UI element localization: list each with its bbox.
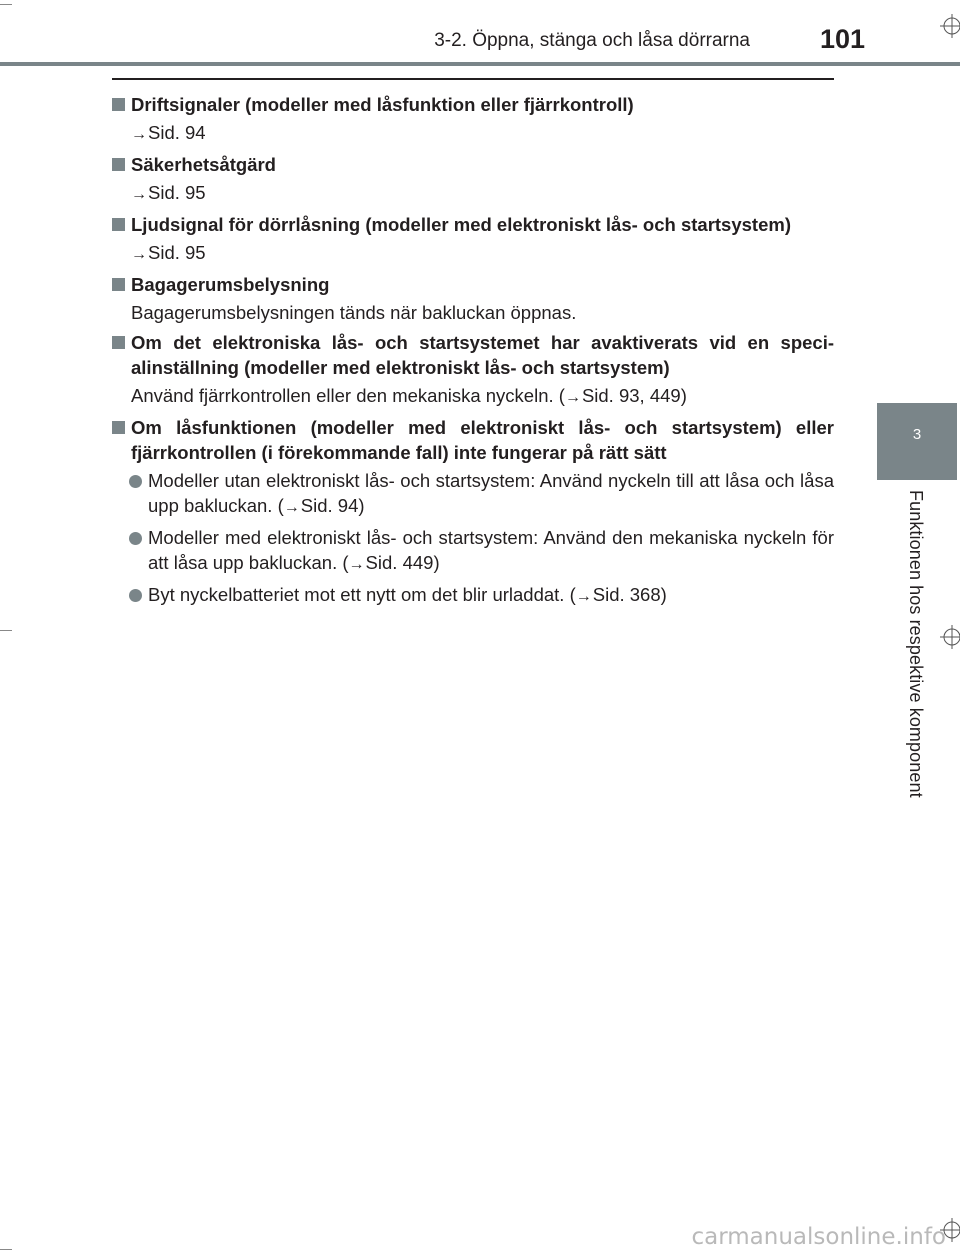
section bbox=[112, 415, 834, 609]
section-heading: Säkerhetsåtgärd bbox=[112, 152, 834, 177]
section-heading: Driftsignaler (modeller med låsfunktion eller fjärrkontroll) bbox=[112, 92, 834, 117]
arrow-right-icon: → bbox=[348, 556, 365, 573]
page-reference[interactable]: Sid. 94 bbox=[300, 495, 359, 516]
content-top-rule bbox=[112, 78, 834, 80]
square-bullet-icon bbox=[112, 218, 125, 231]
crop-mark bbox=[0, 1249, 12, 1250]
chapter-tab bbox=[877, 403, 957, 480]
page-reference[interactable]: Sid. 368 bbox=[592, 584, 661, 605]
square-bullet-icon bbox=[112, 158, 125, 171]
list-item: Modeller utan elektroniskt lås- och startsystem: Använd nyckeln till att låsa och låsa upp bakluckan. (→Sid. 94) bbox=[112, 468, 834, 520]
square-bullet-icon bbox=[112, 278, 125, 291]
round-bullet-icon bbox=[129, 475, 142, 488]
arrow-right-icon: → bbox=[564, 389, 581, 406]
list-item: Modeller med elektroniskt lås- och startsystem: Använd den mekaniska nyckeln för att låsa upp bakluckan. (→Sid. 449) bbox=[112, 525, 834, 577]
square-bullet-icon bbox=[112, 336, 125, 349]
section-heading: Om det elektroniska lås- och startsystemet har avaktiverats vid en speci- alinställning (modeller med elektroniskt lås- och startsystem) bbox=[112, 330, 834, 380]
registration-mark-icon bbox=[940, 625, 960, 649]
section-body: Använd fjärrkontrollen eller den mekaniska nyckeln. (→Sid. 93, 449) bbox=[131, 385, 687, 406]
arrow-right-icon: → bbox=[131, 246, 147, 263]
chapter-number: 3 bbox=[912, 426, 922, 443]
crop-mark bbox=[0, 630, 12, 631]
page-reference[interactable]: →Sid. 95 bbox=[131, 242, 206, 263]
arrow-right-icon: → bbox=[575, 588, 592, 605]
section bbox=[112, 330, 834, 410]
round-bullet-icon bbox=[129, 532, 142, 545]
arrow-right-icon: → bbox=[131, 126, 147, 143]
section-heading: Bagagerumsbelysning bbox=[112, 272, 834, 297]
square-bullet-icon bbox=[112, 98, 125, 111]
chapter-title: Funktionen hos respektive komponent bbox=[906, 490, 926, 798]
page-content bbox=[112, 92, 834, 614]
header-rule bbox=[0, 62, 960, 66]
page-reference[interactable]: →Sid. 94 bbox=[131, 122, 206, 143]
section-heading: Ljudsignal för dörrlåsning (modeller med elektroniskt lås- och startsystem) bbox=[112, 212, 834, 237]
list-item: Byt nyckelbatteriet mot ett nytt om det blir urladdat. (→Sid. 368) bbox=[112, 582, 834, 609]
page-number: 101 bbox=[820, 24, 866, 54]
square-bullet-icon bbox=[112, 421, 125, 434]
section-body: Bagagerumsbelysningen tänds när bakluckan öppnas. bbox=[131, 302, 577, 323]
section bbox=[112, 272, 834, 325]
section bbox=[112, 212, 834, 267]
round-bullet-icon bbox=[129, 589, 142, 602]
running-header-section: 3-2. Öppna, stänga och låsa dörrarna bbox=[434, 30, 750, 51]
registration-mark-icon bbox=[940, 14, 960, 38]
arrow-right-icon: → bbox=[131, 186, 147, 203]
page-reference[interactable]: Sid. 449 bbox=[365, 552, 434, 573]
section-heading: Om låsfunktionen (modeller med elektroniskt lås- och startsystem) eller fjärrkontrollen (i förekommande fall) inte fungerar på rätt sätt bbox=[112, 415, 834, 465]
page-reference[interactable]: Sid. 93, 449 bbox=[581, 385, 681, 406]
section bbox=[112, 152, 834, 207]
arrow-right-icon: → bbox=[283, 499, 300, 516]
watermark: carmanualsonline.info bbox=[691, 1224, 946, 1250]
section bbox=[112, 92, 834, 147]
crop-mark bbox=[0, 4, 12, 5]
page-reference[interactable]: →Sid. 95 bbox=[131, 182, 206, 203]
